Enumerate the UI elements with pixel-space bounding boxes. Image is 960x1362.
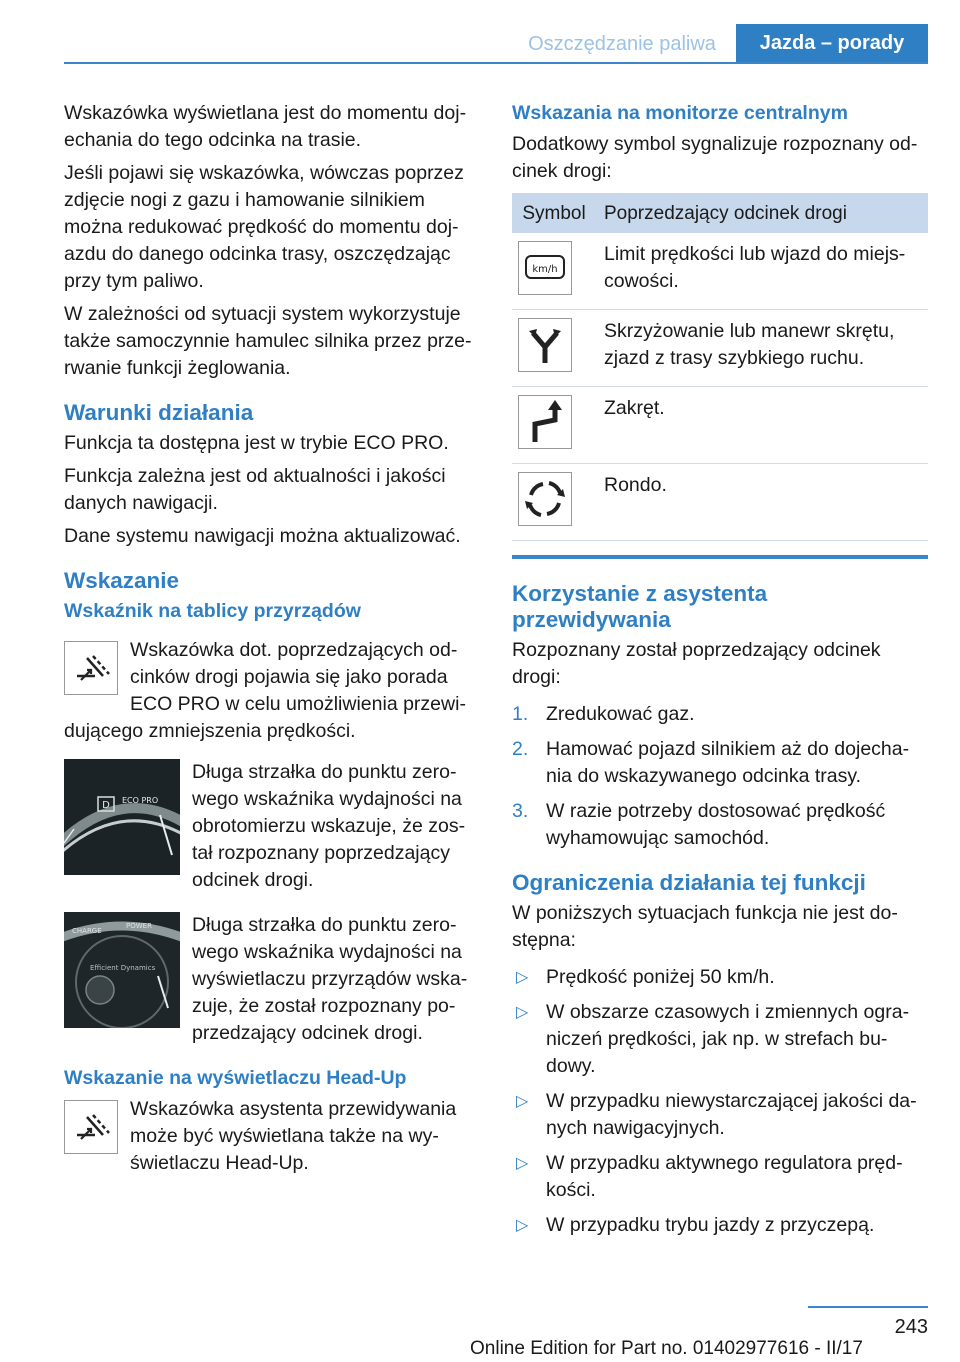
paragraph: Dane systemu nawigacji można aktualizować. bbox=[64, 525, 461, 547]
paragraph: Dodatkowy symbol sygnalizuje rozpoznany odcinek drogi: bbox=[512, 133, 918, 182]
list-item: 3. W razie potrzeby dostosować prędkość wyhamowując samochód. bbox=[512, 800, 886, 849]
table-row bbox=[512, 387, 928, 464]
tachometer-note bbox=[64, 759, 476, 894]
heading-hud: Wskazanie na wyświetlaczu Head-Up bbox=[64, 1067, 407, 1089]
header-rule bbox=[64, 62, 928, 64]
efficient-dynamics-label: Efficient Dynamics bbox=[90, 964, 156, 972]
symbol-table bbox=[512, 193, 928, 541]
roundabout-icon bbox=[518, 472, 572, 526]
heading-display: Wskazanie bbox=[64, 568, 180, 593]
list-item: ▷ W obszarze czasowych i zmiennych ograniczeń prędkości, jak np. w strefach budowy. bbox=[516, 1001, 910, 1077]
paragraph: W poniższych sytuacjach funkcja nie jest dostępna: bbox=[512, 902, 898, 951]
curve-icon bbox=[518, 395, 572, 449]
steps-list bbox=[512, 701, 928, 852]
bullet-icon: ▷ bbox=[516, 1217, 529, 1234]
table-row bbox=[512, 233, 928, 310]
charge-label: CHARGE bbox=[72, 927, 102, 935]
speed-limit-label: km/h bbox=[532, 264, 558, 275]
paragraph: Jeśli pojawi się wskazówka, wówczas poprzez zdjęcie nogi z gazu i hamowanie silnikiem można redukować prędkość do momentu dojazdu do danego odcinka trasy, oszczędzając przy tym paliwo. bbox=[64, 162, 464, 292]
eco-tip-icon bbox=[64, 1100, 118, 1154]
junction-icon bbox=[518, 318, 572, 372]
paragraph: Wskazówka wyświetlana jest do momentu dojechania do tego odcinka na trasie. bbox=[64, 102, 467, 151]
cluster-note bbox=[64, 637, 476, 745]
row-text: Zakręt. bbox=[596, 387, 928, 464]
eco-pro-label: ECO PRO bbox=[122, 796, 159, 805]
hud-note bbox=[64, 1096, 476, 1177]
heading-limitations: Ograniczenia działania tej funkcji bbox=[512, 870, 866, 895]
hud-text: Wskazówka asystenta przewidywania może być wyświetlana także na wyświetlaczu Head-Up. bbox=[130, 1098, 457, 1174]
heading-central-monitor: Wskazania na monitorze centralnym bbox=[512, 102, 848, 124]
edition-note: Online Edition for Part no. 01402977616 - II/17 bbox=[470, 1338, 863, 1359]
list-item: 1. Zredukować gaz. bbox=[512, 703, 695, 725]
column-header-section: Poprzedzający odcinek drogi bbox=[596, 193, 928, 233]
heading-conditions: Warunki działania bbox=[64, 400, 254, 425]
page-number: 243 bbox=[894, 1316, 928, 1338]
heading-using-assistant: Korzystanie z asystenta przewidywania bbox=[512, 581, 768, 632]
row-text: Skrzyżowanie lub manewr skrętu, zjazd z trasy szybkiego ruchu. bbox=[596, 310, 928, 387]
tachometer-text: Długa strzałka do punktu zerowego wskaźnika wydajności na obrotomierzu wskazuje, że został rozpoznany poprzedzający odcinek drogi. bbox=[192, 761, 466, 891]
row-text: Limit prędkości lub wjazd do miejscowości. bbox=[596, 233, 928, 310]
right-column bbox=[512, 100, 928, 1247]
gear-letter: D bbox=[102, 800, 110, 811]
bullet-icon: ▷ bbox=[516, 1155, 529, 1172]
instrument-display-image bbox=[64, 912, 180, 1028]
tachometer-image bbox=[64, 759, 180, 875]
instrument-display-note bbox=[64, 912, 476, 1047]
list-item: 2. Hamować pojazd silnikiem aż do dojechania do wskazywanego odcinka trasy. bbox=[512, 738, 910, 787]
list-item: ▷ W przypadku trybu jazdy z przyczepą. bbox=[512, 1212, 928, 1239]
paragraph: W zależności od sytuacji system wykorzystuje także samoczynnie hamulec silnika przez przerwanie funkcji żeglowania. bbox=[64, 303, 472, 379]
list-item: ▷ Prędkość poniżej 50 km/h. bbox=[512, 964, 928, 991]
bullet-icon: ▷ bbox=[516, 1093, 529, 1110]
table-row bbox=[512, 310, 928, 387]
limitations-list bbox=[512, 964, 928, 1239]
instrument-display-text: Długa strzałka do punktu zerowego wskaźnika wydajności na wyświetlaczu przyrządów wskazuje, że został rozpoznany poprzedzający odcinek drogi. bbox=[192, 914, 468, 1044]
section-divider bbox=[512, 555, 928, 559]
speed-limit-icon bbox=[518, 241, 572, 295]
list-item: ▷ W przypadku aktywnego regulatora prędkości. bbox=[516, 1152, 903, 1201]
table-row bbox=[512, 464, 928, 541]
row-text: Rondo. bbox=[596, 464, 928, 541]
power-label: POWER bbox=[126, 922, 152, 930]
paragraph: Rozpoznany został poprzedzający odcinek drogi: bbox=[512, 639, 881, 688]
chapter-tab: Jazda – porady bbox=[736, 24, 928, 62]
section-tab: Oszczędzanie paliwa bbox=[528, 33, 716, 55]
heading-cluster: Wskaźnik na tablicy przyrządów bbox=[64, 600, 361, 622]
paragraph: Funkcja ta dostępna jest w trybie ECO PRO. bbox=[64, 432, 449, 454]
footer-rule bbox=[808, 1306, 928, 1308]
left-column bbox=[64, 100, 476, 1191]
bullet-icon: ▷ bbox=[516, 969, 529, 986]
bullet-icon: ▷ bbox=[516, 1004, 529, 1021]
column-header-symbol: Symbol bbox=[512, 193, 596, 233]
eco-tip-icon bbox=[64, 641, 118, 695]
paragraph: Funkcja zależna jest od aktualności i jakości danych nawigacji. bbox=[64, 465, 446, 514]
list-item: ▷ W przypadku niewystarczającej jakości danych nawigacyjnych. bbox=[516, 1090, 917, 1139]
cluster-text: Wskazówka dot. poprzedzających odcinków drogi pojawia się jako porada ECO PRO w celu umożliwienia przewidującego zmniejszenia prędkości. bbox=[64, 639, 466, 742]
